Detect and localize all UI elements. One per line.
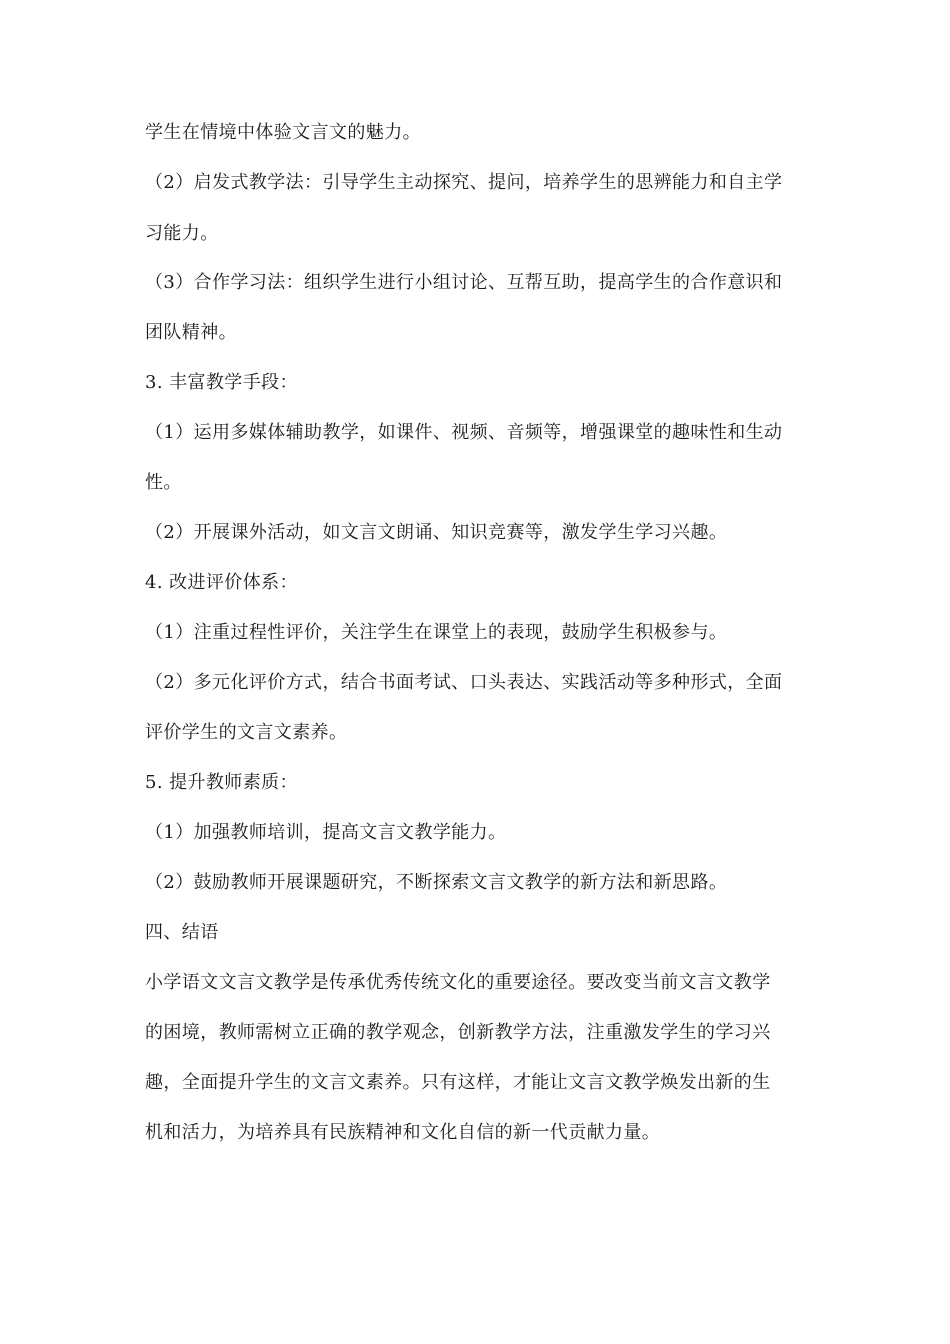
section-heading: 四、结语: [145, 922, 219, 943]
section-heading: 3. 丰富教学手段：: [145, 372, 298, 393]
text-line: （2）多元化评价方式，结合书面考试、口头表达、实践活动等多种形式，全面: [145, 672, 783, 693]
section-heading: 5. 提升教师素质：: [145, 772, 298, 793]
section-heading: 4. 改进评价体系：: [145, 572, 298, 593]
text-line: 学生在情境中体验文言文的魅力。: [145, 122, 421, 143]
text-line: 的困境，教师需树立正确的教学观念，创新教学方法，注重激发学生的学习兴: [145, 1022, 771, 1043]
text-line: 评价学生的文言文素养。: [145, 722, 348, 743]
text-line: 小学语文文言文教学是传承优秀传统文化的重要途径。要改变当前文言文教学: [145, 972, 771, 993]
text-line: （3）合作学习法：组织学生进行小组讨论、互帮互助，提高学生的合作意识和: [145, 272, 783, 293]
text-line: （1）注重过程性评价，关注学生在课堂上的表现，鼓励学生积极参与。: [145, 622, 728, 643]
text-line: 性。: [145, 472, 182, 493]
text-line: 团队精神。: [145, 322, 237, 343]
text-line: （1）加强教师培训，提高文言文教学能力。: [145, 822, 507, 843]
text-line: 机和活力，为培养具有民族精神和文化自信的新一代贡献力量。: [145, 1122, 661, 1143]
text-line: 习能力。: [145, 223, 219, 244]
text-line: 趣，全面提升学生的文言文素养。只有这样，才能让文言文教学焕发出新的生: [145, 1072, 771, 1093]
text-line: （2）开展课外活动，如文言文朗诵、知识竞赛等，激发学生学习兴趣。: [145, 522, 728, 543]
text-line: （1）运用多媒体辅助教学，如课件、视频、音频等，增强课堂的趣味性和生动: [145, 422, 783, 443]
text-line: （2）鼓励教师开展课题研究，不断探索文言文教学的新方法和新思路。: [145, 872, 728, 893]
text-line: （2）启发式教学法：引导学生主动探究、提问，培养学生的思辨能力和自主学: [145, 172, 783, 193]
